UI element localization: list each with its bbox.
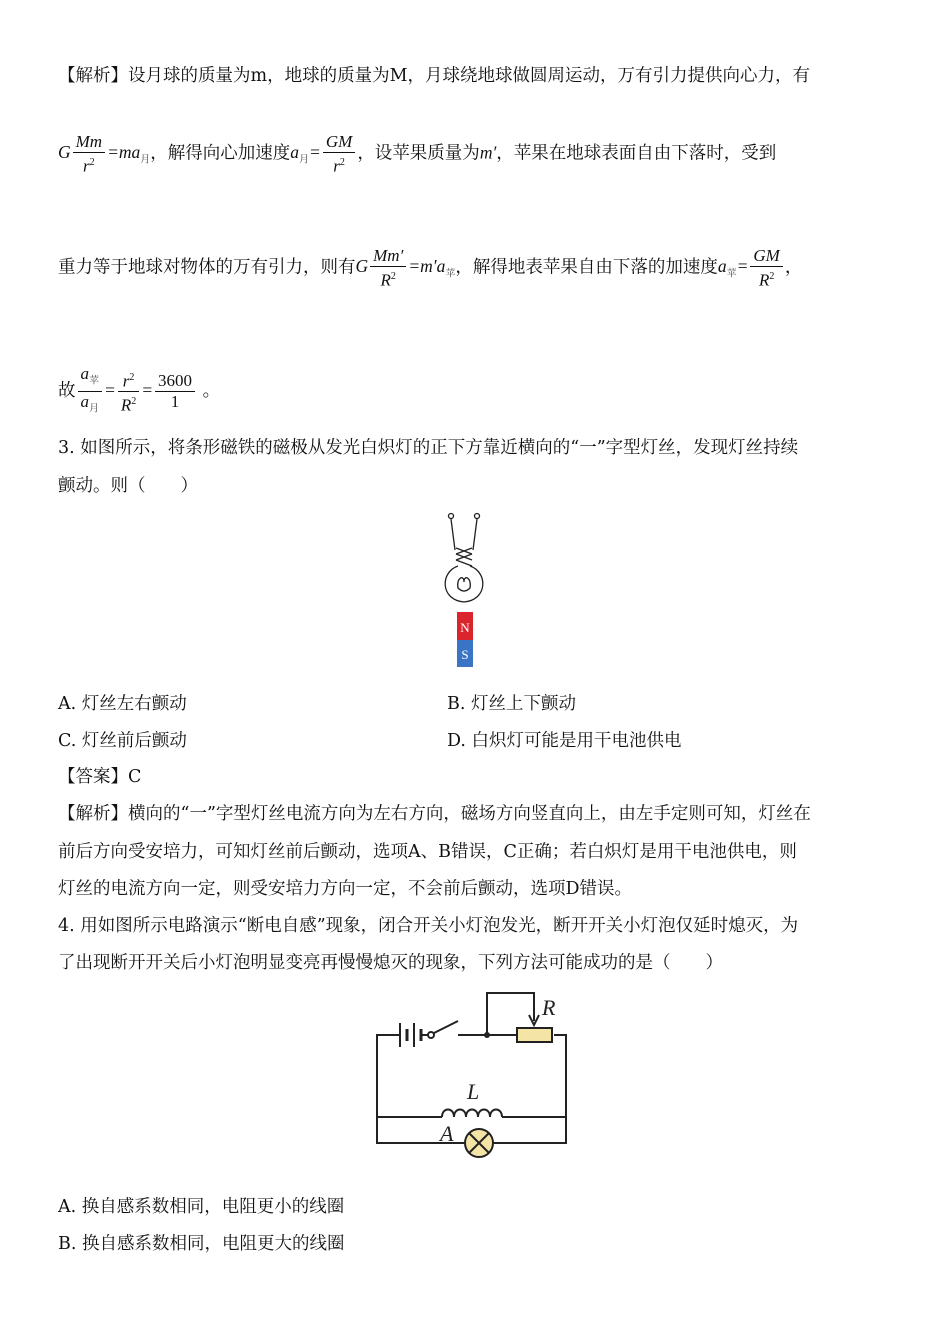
q3-option-a: A. 灯丝左右颤动 — [58, 694, 187, 714]
q4-stem-line1: 4. 用如图所示电路演示“断电自感”现象，闭合开关小灯泡发光，断开开关小灯泡仅延时熄灭，为 — [58, 916, 799, 936]
q3-stem-line2: 颤动。则（ ） — [58, 476, 198, 496]
label-a: A — [440, 1121, 454, 1146]
solution-q2-line2: G $\frac{Mm}{r^2}$ $=ma_月$，解得向心加速度$a_月=$ $\frac{GM}{r^2}$ ，设苹果质量为m′，苹果在地球表面自由下落时，受到 — [58, 132, 777, 176]
label-l: L — [467, 1079, 480, 1104]
magnet-n-label: N — [460, 620, 470, 635]
q3-option-c: C. 灯丝前后颤动 — [58, 731, 187, 751]
magnet-s-label: S — [461, 647, 469, 662]
eq-accel-apple: $a_苹=$ $\frac{GM}{R^2}$ — [718, 256, 785, 276]
eq-accel-moon: $a_月=$ $\frac{GM}{r^2}$ — [290, 142, 357, 162]
q4-stem-line2: 了出现断开开关后小灯泡明显变亮再慢慢熄灭的现象，下列方法可能成功的是（ ） — [58, 953, 723, 973]
q4-option-b: B. 换自感系数相同，电阻更大的线圈 — [58, 1234, 345, 1254]
q3-answer: 【答案】C — [58, 767, 142, 787]
q3-explanation-line3: 灯丝的电流方向一定，则受安培力方向一定，不会前后颤动，选项D错误。 — [58, 879, 633, 899]
eq-gravity-moon: G $\frac{Mm}{r^2}$ $=ma_月$ — [58, 132, 151, 176]
eq-ratio: $\frac{a_苹}{a_月}$ = $\frac{r^2}{R^2}$ = $\frac{3600}{1}$ — [76, 380, 198, 400]
solution-q2-line4: 故 $\frac{a_苹}{a_月}$ = $\frac{r^2}{R^2}$ = $\frac{3600}{1}$ 。 — [58, 364, 221, 416]
circuit-diagram — [370, 985, 580, 1165]
q3-explanation-line1: 【解析】横向的“一”字型灯丝电流方向为左右方向，磁场方向竖直向上，由左手定则可知，灯丝在 — [58, 804, 811, 824]
eq-gravity-apple: G $\frac{Mm'}{R^2}$ $=m'a_苹$ — [355, 246, 456, 290]
bulb-magnet-figure — [430, 508, 500, 670]
solution-q2-line3: 重力等于地球对物体的万有引力，则有G $\frac{Mm'}{R^2}$ $=m'a_苹$，解得地表苹果自由下落的加速度$a_苹=$ $\frac{GM}{R^2}$ ， — [58, 246, 803, 290]
bulb-icon — [445, 514, 483, 603]
q3-explanation-line2: 前后方向受安培力，可知灯丝前后颤动，选项A、B错误，C正确；若白炽灯是用干电池供电，则 — [58, 842, 797, 862]
solution-q2-line1: 【解析】设月球的质量为m，地球的质量为M，月球绕地球做圆周运动，万有引力提供向心力，有 — [58, 66, 811, 86]
label-r: R — [542, 995, 556, 1020]
q3-option-d: D. 白炽灯可能是用干电池供电 — [447, 731, 682, 751]
q3-option-b: B. 灯丝上下颤动 — [447, 694, 576, 714]
q4-option-a: A. 换自感系数相同，电阻更小的线圈 — [58, 1197, 345, 1217]
q3-stem-line1: 3. 如图所示，将条形磁铁的磁极从发光白炽灯的正下方靠近横向的“一”字型灯丝，发现灯丝持续 — [58, 438, 799, 458]
bar-magnet-icon — [457, 612, 473, 667]
